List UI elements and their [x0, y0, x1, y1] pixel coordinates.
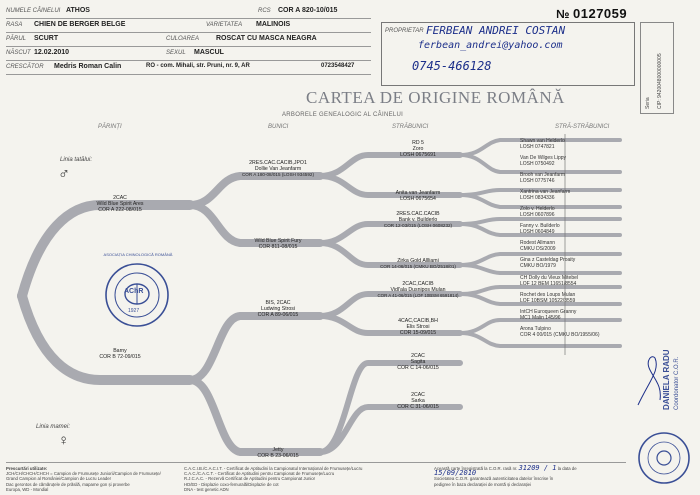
sire-node: 2CAC Wild Blue Spirit Ares COR A 222-08/015 [96, 195, 144, 213]
signature-role: Coordonator C.O.R. [674, 356, 680, 410]
grandparent-4: Jetty COR B 23-06/015 [257, 447, 299, 459]
owner-phone: 0745-466128 [412, 59, 492, 73]
breeder-phone: 0723548427 [321, 63, 355, 69]
document-title: CARTEA DE ORIGINE ROMÂNĂ [306, 88, 565, 107]
number-value: 0127059 [573, 6, 628, 21]
color-label: CULOAREA [166, 36, 200, 42]
sex-value: MASCUL [194, 49, 224, 56]
ggg-9: CH Dolly du Vieux Mitebel LOF 12 BEM 11651/8554 [520, 275, 578, 287]
breeder-label: CRESCĂTOR [6, 64, 44, 70]
footer-legend-left: Prescurtări utilizate: JCH/CH/CHCH/CHCH = Campion de Frumusețe Juniorii/Campion de Frumusețe/ Grand Campion al României/Campion de Lucru Leader Dac gerontos de cămăruțele de prăsilă, mapame gon și proverbe Europa, WD - Mondial [6, 466, 161, 492]
club-stamp [104, 262, 170, 328]
dam-node: Barny COR B 72-09/015 [99, 348, 141, 360]
breeder-name: Medris Roman Calin [54, 63, 122, 70]
birth-label: NĂSCUT [6, 50, 31, 56]
great-grandparent-7: 2CAC Sagita COR C 14-06/015 [397, 353, 439, 371]
variety-value: MALINOIS [256, 21, 291, 28]
registration-number: 31209 / 1 [518, 464, 557, 472]
ggg-5: Zolo v. Helderlo LOSH 0607896 [520, 206, 555, 218]
footer-registration: Această carte înregistrată la C.O.R. rasă nr. 31209 / 1 la data de 15/09/2010 Societatea C.O.R. garantează autenticitatea datelor înscrise în pedigree în baza declarației de montă și declarației [434, 466, 624, 487]
great-grandparent-6: 4CAC,CACIB,BH Elis Strosi COR 15-09/015 [398, 318, 438, 336]
ggg-7: Rodest Allmann CMKU DS/2009 [520, 240, 556, 252]
grandparent-3: BIS, 2CAC Ludwing Strosi COR A 89-06/015 [257, 300, 299, 318]
col-grandparents: BUNICI [268, 124, 289, 130]
grandparent-1: 2RES.CAC.CACIB,JPO1 Dollie Van Jeanfarm COR A 180-08/015 (LOSH 934592) [241, 160, 314, 177]
breeder-address: RO - com. Mihali, str. Pruni, nr. 9, AR [146, 63, 250, 69]
col-parents: PĂRINȚI [98, 124, 122, 130]
great-grandparent-3: 2RES.CAC.CACIB Bank v. Builderlo COR 12-03/015 (LOSH 0608232) [383, 211, 453, 228]
series-text: Seria [645, 97, 651, 109]
ggg-6: Fanny v. Builderlo LOSH 0604849 [520, 223, 560, 235]
breed-value: CHIEN DE BERGER BELGE [34, 21, 126, 28]
coat-label: PĂRUL [6, 36, 27, 42]
stamp-ring-text: ASOCIAȚIA CHINOLOGICĂ ROMÂNĂ [103, 252, 173, 257]
signature-scribble-icon [630, 350, 670, 410]
breed-label: RASA [6, 22, 23, 28]
footer [6, 462, 626, 493]
ggg-1: Shawn van Helderlo LOSH 0747821 [520, 138, 565, 150]
male-icon: ♂ [58, 166, 70, 183]
great-grandparent-4: Zirka Gold Allliami COR 14-06/015 (CMKU BO/2518/01) [380, 258, 456, 269]
reg-label: RCS [258, 8, 271, 14]
female-icon: ♀ [58, 432, 70, 449]
number-prefix: № [556, 7, 570, 21]
father-line-label: Linia tatălui: [60, 157, 93, 163]
registration-date: 15/09/2010 [434, 469, 477, 478]
document-subtitle: ARBORELE GENEALOGIC AL CÂINELUI [282, 112, 404, 118]
footer-legend-middle: C.A.C.I.B./C.A.C.I.T. - Certificat de Aptitudini la Campionatul Internațional de Frumusețe/Lucru C.A.C./C.A.C.T. - Certificat de Aptitudini pentru Campionat de Frumusețe/Lucru R.J.C.A.C. - Rezervă Certificat de Aptitudini pentru Campionat Junior HD/ED - Displazie coxo-femurală/Displazie de cot DNA - test genetic ADN [184, 466, 363, 492]
col-great-great-grandparents: STRĂ-STRĂBUNICI [555, 124, 610, 130]
variety-label: VARIETATEA [206, 22, 243, 28]
stamp-initials: AChR [124, 288, 144, 295]
ggg-12: Arona Tulpino COR 4 00/015 (CMKU BO/1955/06) [520, 326, 600, 338]
owner-label: PROPRIETAR [385, 28, 424, 34]
great-grandparent-2: Anita van Jeanfarm LOSH 0675654 [395, 190, 441, 202]
owner-name: FERBEAN ANDREI COSTAN [426, 24, 566, 37]
ggg-8: Gina z Casteldag Proaity CMKU BO/1979 [520, 257, 576, 269]
ggg-10: Rochet des Loups Mulan LOF 10BSM 10522/3559 [520, 292, 576, 304]
coat-value: SCURT [34, 35, 59, 42]
reg-number: COR A 820-10/015 [278, 7, 338, 14]
owner-email: ferbean_andrei@yahoo.com [418, 40, 563, 51]
col-great-grandparents: STRĂBUNICI [392, 124, 429, 130]
ggg-3: Brooh van Jeanfarm LOSH 0775746 [520, 172, 566, 184]
great-grandparent-5: 2CAC,CACIB Vidl'ala Dusnipos Mulan COR A 41-06/015 (LOF 10BSM 6591814) [377, 281, 459, 298]
great-grandparent-8: 2CAC Sarka COR C 31-06/015 [397, 392, 439, 410]
mother-line-label: Linia mamei: [36, 424, 71, 430]
signature-name: DANIELA RADU [662, 349, 671, 410]
stamp-year: 1927 [128, 308, 140, 314]
cip-text: CIP: 9420048000000005 [657, 53, 663, 109]
great-grandparent-1: RD 5 Zoro LOSH 0675691 [400, 140, 436, 158]
dog-name: ATHOS [66, 7, 90, 14]
ggg-2: Van De Wilges Lippy LOSH 0750492 [520, 155, 567, 167]
birth-value: 12.02.2010 [34, 49, 70, 56]
ggg-11: IntCH Euroqueen Granny MC1 Malin 145/96 [520, 309, 577, 321]
sex-label: SEXUL [166, 50, 186, 56]
grandparent-2: Wild Blue Spirit Fury COR 811-08/015 [254, 238, 302, 250]
name-label: NUMELE CÂINELUI [6, 8, 61, 14]
color-value: ROSCAT CU MASCA NEAGRA [216, 35, 317, 42]
ggg-4: Xantrina van Jeanfarm LOSH 0834336 [520, 189, 571, 201]
registry-stamp-icon [636, 430, 692, 486]
